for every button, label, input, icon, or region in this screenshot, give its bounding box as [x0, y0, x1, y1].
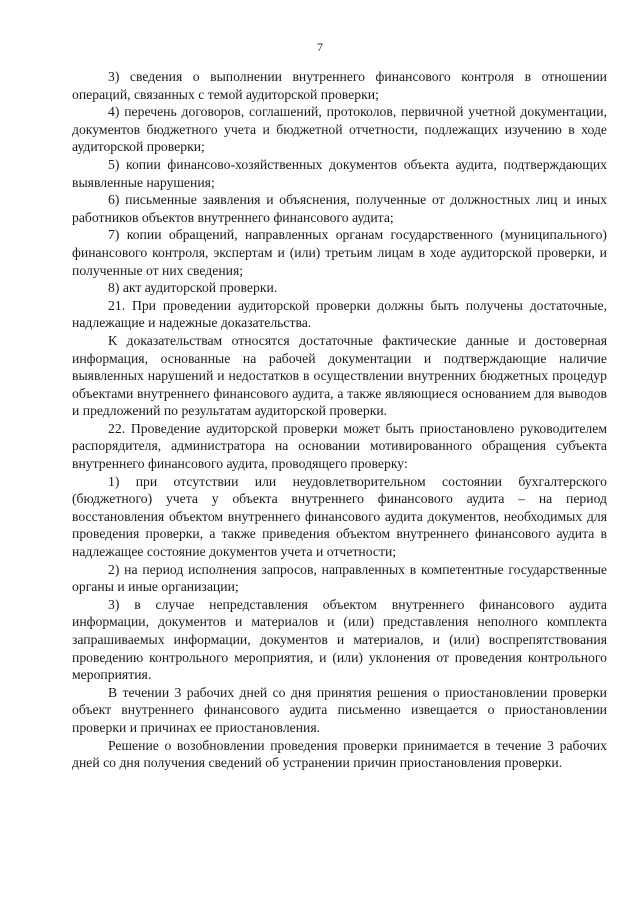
paragraph-evidence-definition: К доказательствам относятся достаточные фактические данные и достоверная информация, основанные на рабочей документации и подтверждающие наличие выявленных нарушений и недостатков в осуществлении внутренних бюджетных процедур объектами внутреннего финансового аудита, а также являющиеся основанием для выводов и предложений по результатам аудиторской проверки.	[72, 332, 607, 419]
paragraph-item-8: 8) акт аудиторской проверки.	[108, 280, 278, 296]
paragraph-suspension-reason-2: 2) на период исполнения запросов, направленных в компетентные государственные органы и иные организации;	[72, 561, 607, 595]
paragraph-item-6: 6) письменные заявления и объяснения, полученные от должностных лиц и иных работников объектов внутреннего финансового аудита;	[72, 192, 607, 225]
paragraph-suspension-notice: В течении 3 рабочих дней со дня принятия решения о приостановлении проверки объект внутреннего финансового аудита письменно извещается о приостановлении проверки и причинах ее приостановления.	[72, 684, 607, 735]
paragraph-item-5: 5) копии финансово-хозяйственных документов объекта аудита, подтверждающих выявленные нарушения;	[72, 156, 607, 190]
paragraph-item-7: 7) копии обращений, направленных органам государственного (муниципального) финансового контроля, экспертам и (или) третьим лицам в ходе аудиторской проверки, и полученные от них сведения;	[72, 227, 607, 278]
paragraph-clause-22: 22. Проведение аудиторской проверки может быть приостановлено руководителем распорядителя, администратора на основании мотивированного обращения субъекта внутреннего финансового аудита, проводящего проверку:	[72, 420, 607, 472]
paragraph-item-4: 4) перечень договоров, соглашений, протоколов, первичной учетной документации, документов бюджетного учета и бюджетной отчетности, подлежащих изучению в ходе аудиторской проверки;	[72, 104, 607, 155]
paragraph-item-3: 3) сведения о выполнении внутреннего финансового контроля в отношении операций, связанных с темой аудиторской проверки;	[72, 69, 607, 102]
document-body	[72, 68, 607, 772]
page-number: 7	[317, 40, 323, 54]
paragraph-suspension-reason-3: 3) в случае непредставления объектом внутреннего финансового аудита информации, документов и материалов и (или) представления неполного комплекта запрашиваемых информации, документов и материалов, и (или) воспрепятствования проведению контрольного мероприятия, и (или) уклонения от проведения контрольного мероприятия.	[72, 596, 607, 683]
paragraph-clause-21: 21. При проведении аудиторской проверки должны быть получены достаточные, надлежащие и надежные доказательства.	[72, 297, 607, 331]
paragraph-resumption-decision: Решение о возобновлении проведения проверки принимается в течение 3 рабочих дней со дня получения сведений об устранении причин приостановления проверки.	[72, 737, 607, 771]
paragraph-suspension-reason-1: 1) при отсутствии или неудовлетворительном состоянии бухгалтерского (бюджетного) учета у объекта внутреннего финансового аудита – на период восстановления объектом внутреннего финансового аудита документов, необходимых для проведения проверки, а также приведения объектом внутреннего финансового аудита в надлежащее состояние документов учета и отчетности;	[72, 473, 607, 560]
